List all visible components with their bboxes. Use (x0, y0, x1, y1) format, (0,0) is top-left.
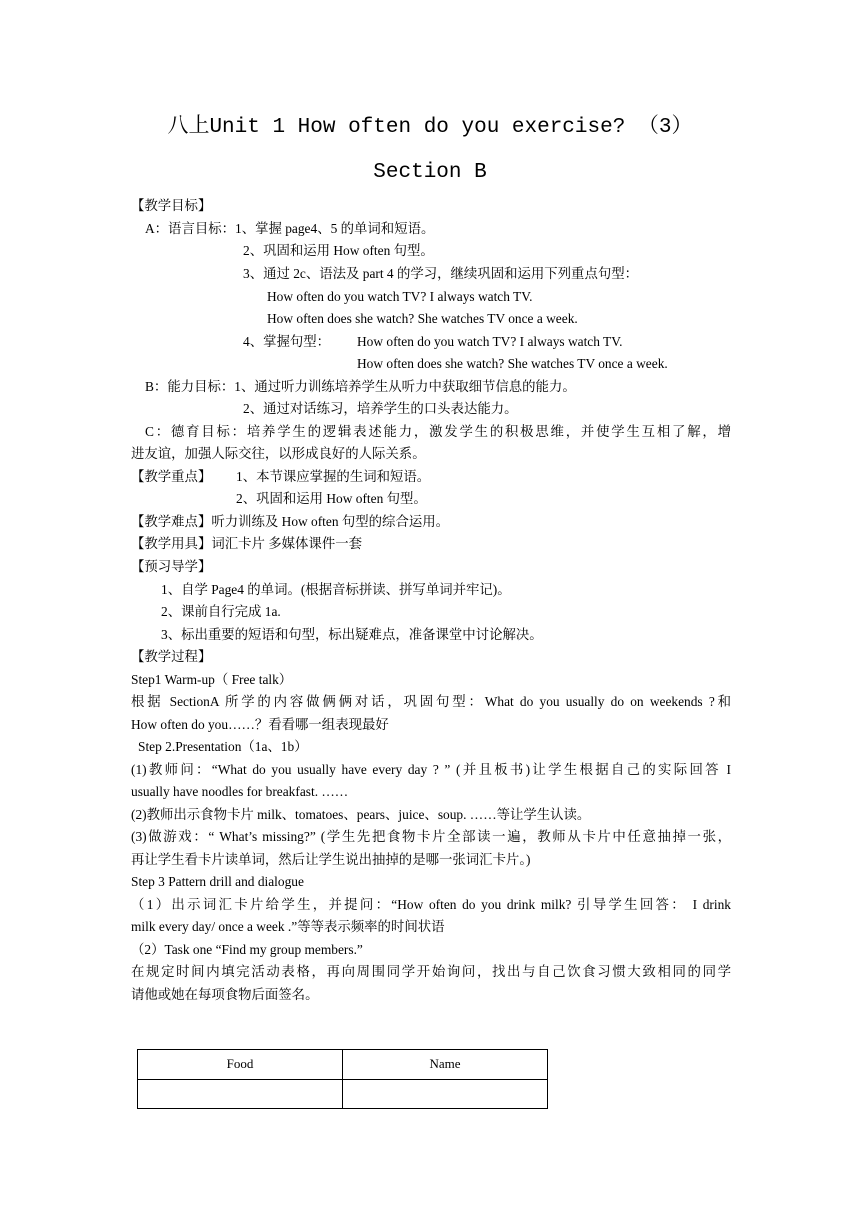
document-subtitle: Section B (373, 161, 487, 184)
text-line: 进友谊，加强人际交往，以形成良好的人际关系。 (131, 446, 426, 461)
text-line: How often do you……？看看哪一组表现最好 (131, 717, 389, 732)
text-line: How often do you watch TV? I always watch TV. (267, 289, 533, 304)
text-line: Step1 Warm-up（ Free talk） (131, 672, 293, 687)
text-line: How often does she watch? She watches TV once a week. (267, 311, 578, 326)
section-heading-key-points: 【教学重点】 (131, 469, 212, 484)
column-header-name: Name (343, 1050, 548, 1080)
text-line: 1、自学 Page4 的单词。(根据音标拼读、拼写单词并牢记)。 (161, 582, 511, 597)
text-line: milk every day/ once a week .”等等表示频率的时间状语 (131, 919, 445, 934)
table-header-row (138, 1050, 548, 1080)
text-line: 请他或她在每项食物后面签名。 (131, 987, 319, 1002)
text-line: 再让学生看卡片读单词，然后让学生说出抽掉的是哪一张词汇卡片。) (131, 852, 531, 867)
text-line: B：能力目标：1、通过听力训练培养学生从听力中获取细节信息的能力。 (145, 379, 576, 394)
text-line: 1、本节课应掌握的生词和短语。 (236, 469, 431, 484)
section-heading-preview: 【预习导学】 (131, 559, 212, 574)
table-cell-name[interactable] (343, 1079, 548, 1109)
text-line: （2）Task one “Find my group members.” (131, 942, 363, 957)
table-row (138, 1079, 548, 1109)
food-name-table (137, 1049, 548, 1109)
text-line: (2)教师出示食物卡片 milk、tomatoes、pears、juice、soup. ……等让学生认读。 (131, 807, 591, 822)
table-cell-food[interactable] (138, 1079, 343, 1109)
text-line: 2、巩固和运用 How often 句型。 (243, 243, 434, 258)
section-heading-difficulties: 【教学难点】听力训练及 How often 句型的综合运用。 (131, 514, 450, 529)
text-line: How often do you watch TV? I always watch TV. (357, 334, 623, 349)
text-line: （1）出示词汇卡片给学生，并提问：“How often do you drink milk? 引导学生回答： I drink (131, 897, 731, 912)
text-line: (3)做游戏：“ What’s missing?” (学生先把食物卡片全部读一遍，教师从卡片中任意抽掉一张， (131, 829, 731, 844)
text-line: 3、标出重要的短语和句型，标出疑难点，准备课堂中讨论解决。 (161, 627, 543, 642)
text-line: 在规定时间内填完活动表格，再向周围同学开始询问，找出与自己饮食习惯大致相同的同学 (131, 964, 731, 979)
text-line: 3、通过 2c、语法及 part 4 的学习，继续巩固和运用下列重点句型： (243, 266, 639, 281)
section-heading-goals: 【教学目标】 (131, 198, 212, 213)
text-line: Step 2.Presentation（1a、1b） (138, 739, 308, 754)
text-line: 4、掌握句型： (243, 334, 331, 349)
section-heading-materials: 【教学用具】词汇卡片 多媒体课件一套 (131, 536, 362, 551)
section-heading-process: 【教学过程】 (131, 649, 212, 664)
text-line: C：德育目标：培养学生的逻辑表述能力，激发学生的积极思维，并使学生互相了解，增 (145, 424, 731, 439)
column-header-food: Food (138, 1050, 343, 1080)
text-line: Step 3 Pattern drill and dialogue (131, 874, 304, 889)
text-line: How often does she watch? She watches TV once a week. (357, 356, 668, 371)
text-line: (1)教师问：“What do you usually have every day ? ” (并且板书)让学生根据自己的实际回答 I (131, 762, 731, 777)
text-line: 根据 SectionA 所学的内容做俩俩对话，巩固句型：What do you usually do on weekends ?和 (131, 694, 731, 709)
text-line: A：语言目标：1、掌握 page4、5 的单词和短语。 (145, 221, 435, 236)
text-line: usually have noodles for breakfast. …… (131, 784, 349, 799)
text-line: 2、巩固和运用 How often 句型。 (236, 491, 427, 506)
text-line: 2、通过对话练习，培养学生的口头表达能力。 (243, 401, 518, 416)
text-line: 2、课前自行完成 1a. (161, 604, 281, 619)
document-title: 八上Unit 1 How often do you exercise? （3） (167, 116, 693, 139)
